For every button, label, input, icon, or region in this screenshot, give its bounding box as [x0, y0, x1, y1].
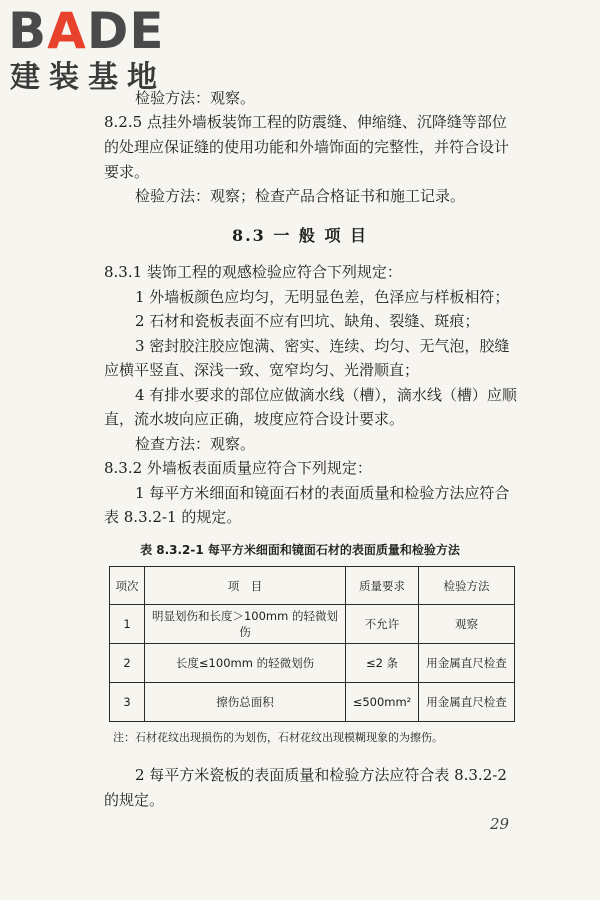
text-line: 的处理应保证缝的使用功能和外墙饰面的完整性，并符合设计	[104, 138, 510, 156]
text-line: 的规定。	[104, 791, 165, 809]
table-cell: 观察	[419, 605, 515, 644]
table-cell: 3	[110, 683, 145, 722]
table-header-row	[110, 567, 515, 605]
inspection-method-line: 检验方法：观察。	[135, 89, 256, 107]
list-item: 2 石材和瓷板表面不应有凹坑、缺角、裂缝、斑痕；	[135, 312, 480, 330]
watermark-logo	[8, 4, 188, 100]
table-caption: 表 8.3.2-1 每平方米细面和镜面石材的表面质量和检验方法	[140, 543, 460, 557]
list-item: 3 密封胶注胶应饱满、密实、连续、均匀、无气泡，胶缝	[135, 337, 510, 355]
clause-8-3-2: 8.3.2 外墙板表面质量应符合下列规定：	[104, 459, 372, 477]
text-line: 要求。	[104, 163, 150, 181]
text-line: 表 8.3.2-1 的规定。	[104, 508, 242, 526]
list-item: 1 每平方米细面和镜面石材的表面质量和检验方法应符合	[135, 484, 510, 502]
table-cell: 长度≤100mm 的轻微划伤	[145, 644, 346, 683]
table-cell: 不允许	[346, 605, 419, 644]
header-cell: 检验方法	[419, 567, 515, 605]
logo-subtitle: 建装基地	[10, 60, 166, 95]
table-cell: ≤2 条	[346, 644, 419, 683]
table-row	[110, 683, 515, 722]
table-cell: 用金属直尺检查	[419, 644, 515, 683]
table-cell: ≤500mm²	[346, 683, 419, 722]
text-line: 应横平竖直、深浅一致、宽窄均匀、光滑顺直；	[104, 361, 420, 379]
clause-8-2-5: 8.2.5 点挂外墙板装饰工程的防震缝、伸缩缝、沉降缝等部位	[104, 113, 507, 131]
section-heading: 8.3 一 般 项 目	[231, 226, 369, 245]
table-cell: 1	[110, 605, 145, 644]
table-row	[110, 605, 515, 644]
inspection-method-line: 检验方法：观察；检查产品合格证书和施工记录。	[135, 187, 466, 205]
quality-table	[109, 566, 515, 722]
table-cell: 明显划伤和长度＞100mm 的轻微划伤	[145, 605, 346, 644]
inspection-method-line: 检查方法：观察。	[135, 435, 256, 453]
header-cell: 质量要求	[346, 567, 419, 605]
table-row	[110, 644, 515, 683]
table-cell: 2	[110, 644, 145, 683]
header-cell: 项次	[110, 567, 145, 605]
header-cell: 项 目	[145, 567, 346, 605]
table-cell: 擦伤总面积	[145, 683, 346, 722]
list-item: 4 有排水要求的部位应做滴水线（槽），滴水线（槽）应顺	[135, 386, 517, 404]
text-line: 直，流水坡向应正确，坡度应符合设计要求。	[104, 410, 405, 428]
list-item: 1 外墙板颜色应均匀，无明显色差，色泽应与样板相符；	[135, 288, 510, 306]
list-item: 2 每平方米瓷板的表面质量和检验方法应符合表 8.3.2-2	[135, 766, 507, 784]
table-cell: 用金属直尺检查	[419, 683, 515, 722]
logo-brand: BADE	[8, 2, 165, 60]
table-note: 注：石材花纹出现损伤的为划伤，石材花纹出现模糊现象的为擦伤。	[113, 731, 443, 744]
clause-8-3-1: 8.3.1 装饰工程的观感检验应符合下列规定：	[104, 263, 402, 281]
page-number: 29	[490, 815, 510, 833]
